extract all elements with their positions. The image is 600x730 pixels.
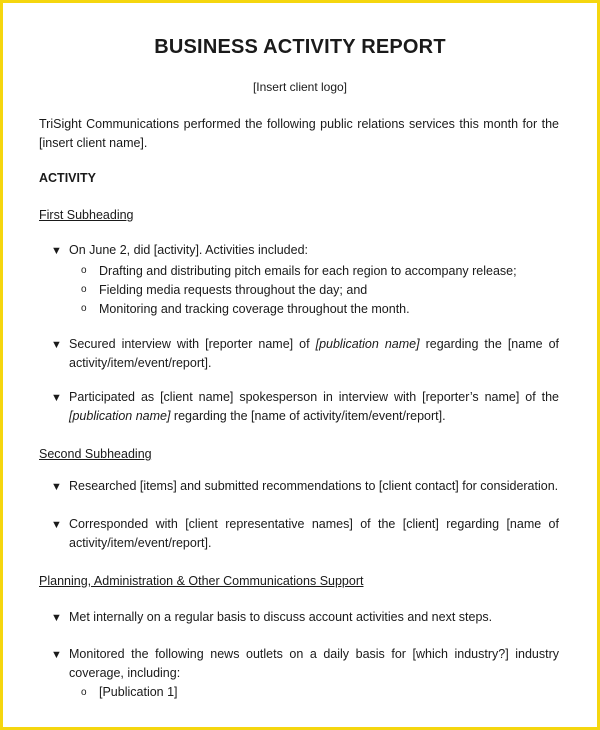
publication-name-italic: [publication name] bbox=[315, 337, 420, 351]
list-item: On June 2, did [activity]. Activities included: bbox=[69, 243, 309, 257]
intro-paragraph: TriSight Communications performed the following public relations services this month for the [insert client name]. bbox=[39, 117, 559, 150]
list-item: Researched [items] and submitted recommendations to [client contact] for consideration. bbox=[69, 479, 559, 493]
list-item-text: Secured interview with [reporter name] of bbox=[69, 337, 316, 351]
document-page bbox=[3, 3, 597, 727]
list-item-text: Participated as [client name] spokesperson in interview with [reporter’s name] of the bbox=[69, 390, 559, 404]
list-item: Corresponded with [client representative names] of the [client] regarding [name of activity/item/event/report]. bbox=[69, 517, 559, 550]
list-item bbox=[69, 335, 559, 373]
circle-bullet-icon: o bbox=[81, 687, 87, 698]
list-item: Monitored the following news outlets on a daily basis for [which industry?] industry coverage, including: bbox=[69, 647, 559, 680]
circle-bullet-icon: o bbox=[81, 265, 87, 276]
down-triangle-bullet-icon: ▼ bbox=[51, 392, 62, 404]
subheading-planning: Planning, Administration & Other Communications Support bbox=[39, 574, 364, 588]
page-bottom-fade bbox=[3, 705, 597, 727]
client-logo-placeholder: [Insert client logo] bbox=[252, 80, 348, 94]
down-triangle-bullet-icon: ▼ bbox=[51, 245, 62, 257]
list-item bbox=[69, 388, 559, 426]
down-triangle-bullet-icon: ▼ bbox=[51, 481, 62, 493]
list-item-text: regarding the [name of activity/item/event/report]. bbox=[170, 409, 446, 423]
section-heading-activity: ACTIVITY bbox=[39, 171, 96, 185]
circle-bullet-icon: o bbox=[81, 303, 87, 314]
subheading-first: First Subheading bbox=[39, 208, 134, 222]
publication-name-italic: [publication name] bbox=[69, 409, 171, 423]
list-item: Met internally on a regular basis to discuss account activities and next steps. bbox=[69, 610, 493, 624]
subheading-second: Second Subheading bbox=[39, 447, 152, 461]
down-triangle-bullet-icon: ▼ bbox=[51, 519, 62, 531]
down-triangle-bullet-icon: ▼ bbox=[51, 649, 62, 661]
sub-list-item: Monitoring and tracking coverage throughout the month. bbox=[99, 302, 410, 316]
sub-list-item: [Publication 1] bbox=[99, 685, 178, 699]
sub-list-item: Fielding media requests throughout the day; and bbox=[99, 283, 368, 297]
down-triangle-bullet-icon: ▼ bbox=[51, 339, 62, 351]
list-item-text: regarding the [name of activity/item/event/report]. bbox=[69, 337, 560, 370]
document-title: BUSINESS ACTIVITY REPORT bbox=[154, 36, 446, 58]
down-triangle-bullet-icon: ▼ bbox=[51, 612, 62, 624]
sub-list-item: Drafting and distributing pitch emails for each region to accompany release; bbox=[99, 264, 517, 278]
circle-bullet-icon: o bbox=[81, 284, 87, 295]
